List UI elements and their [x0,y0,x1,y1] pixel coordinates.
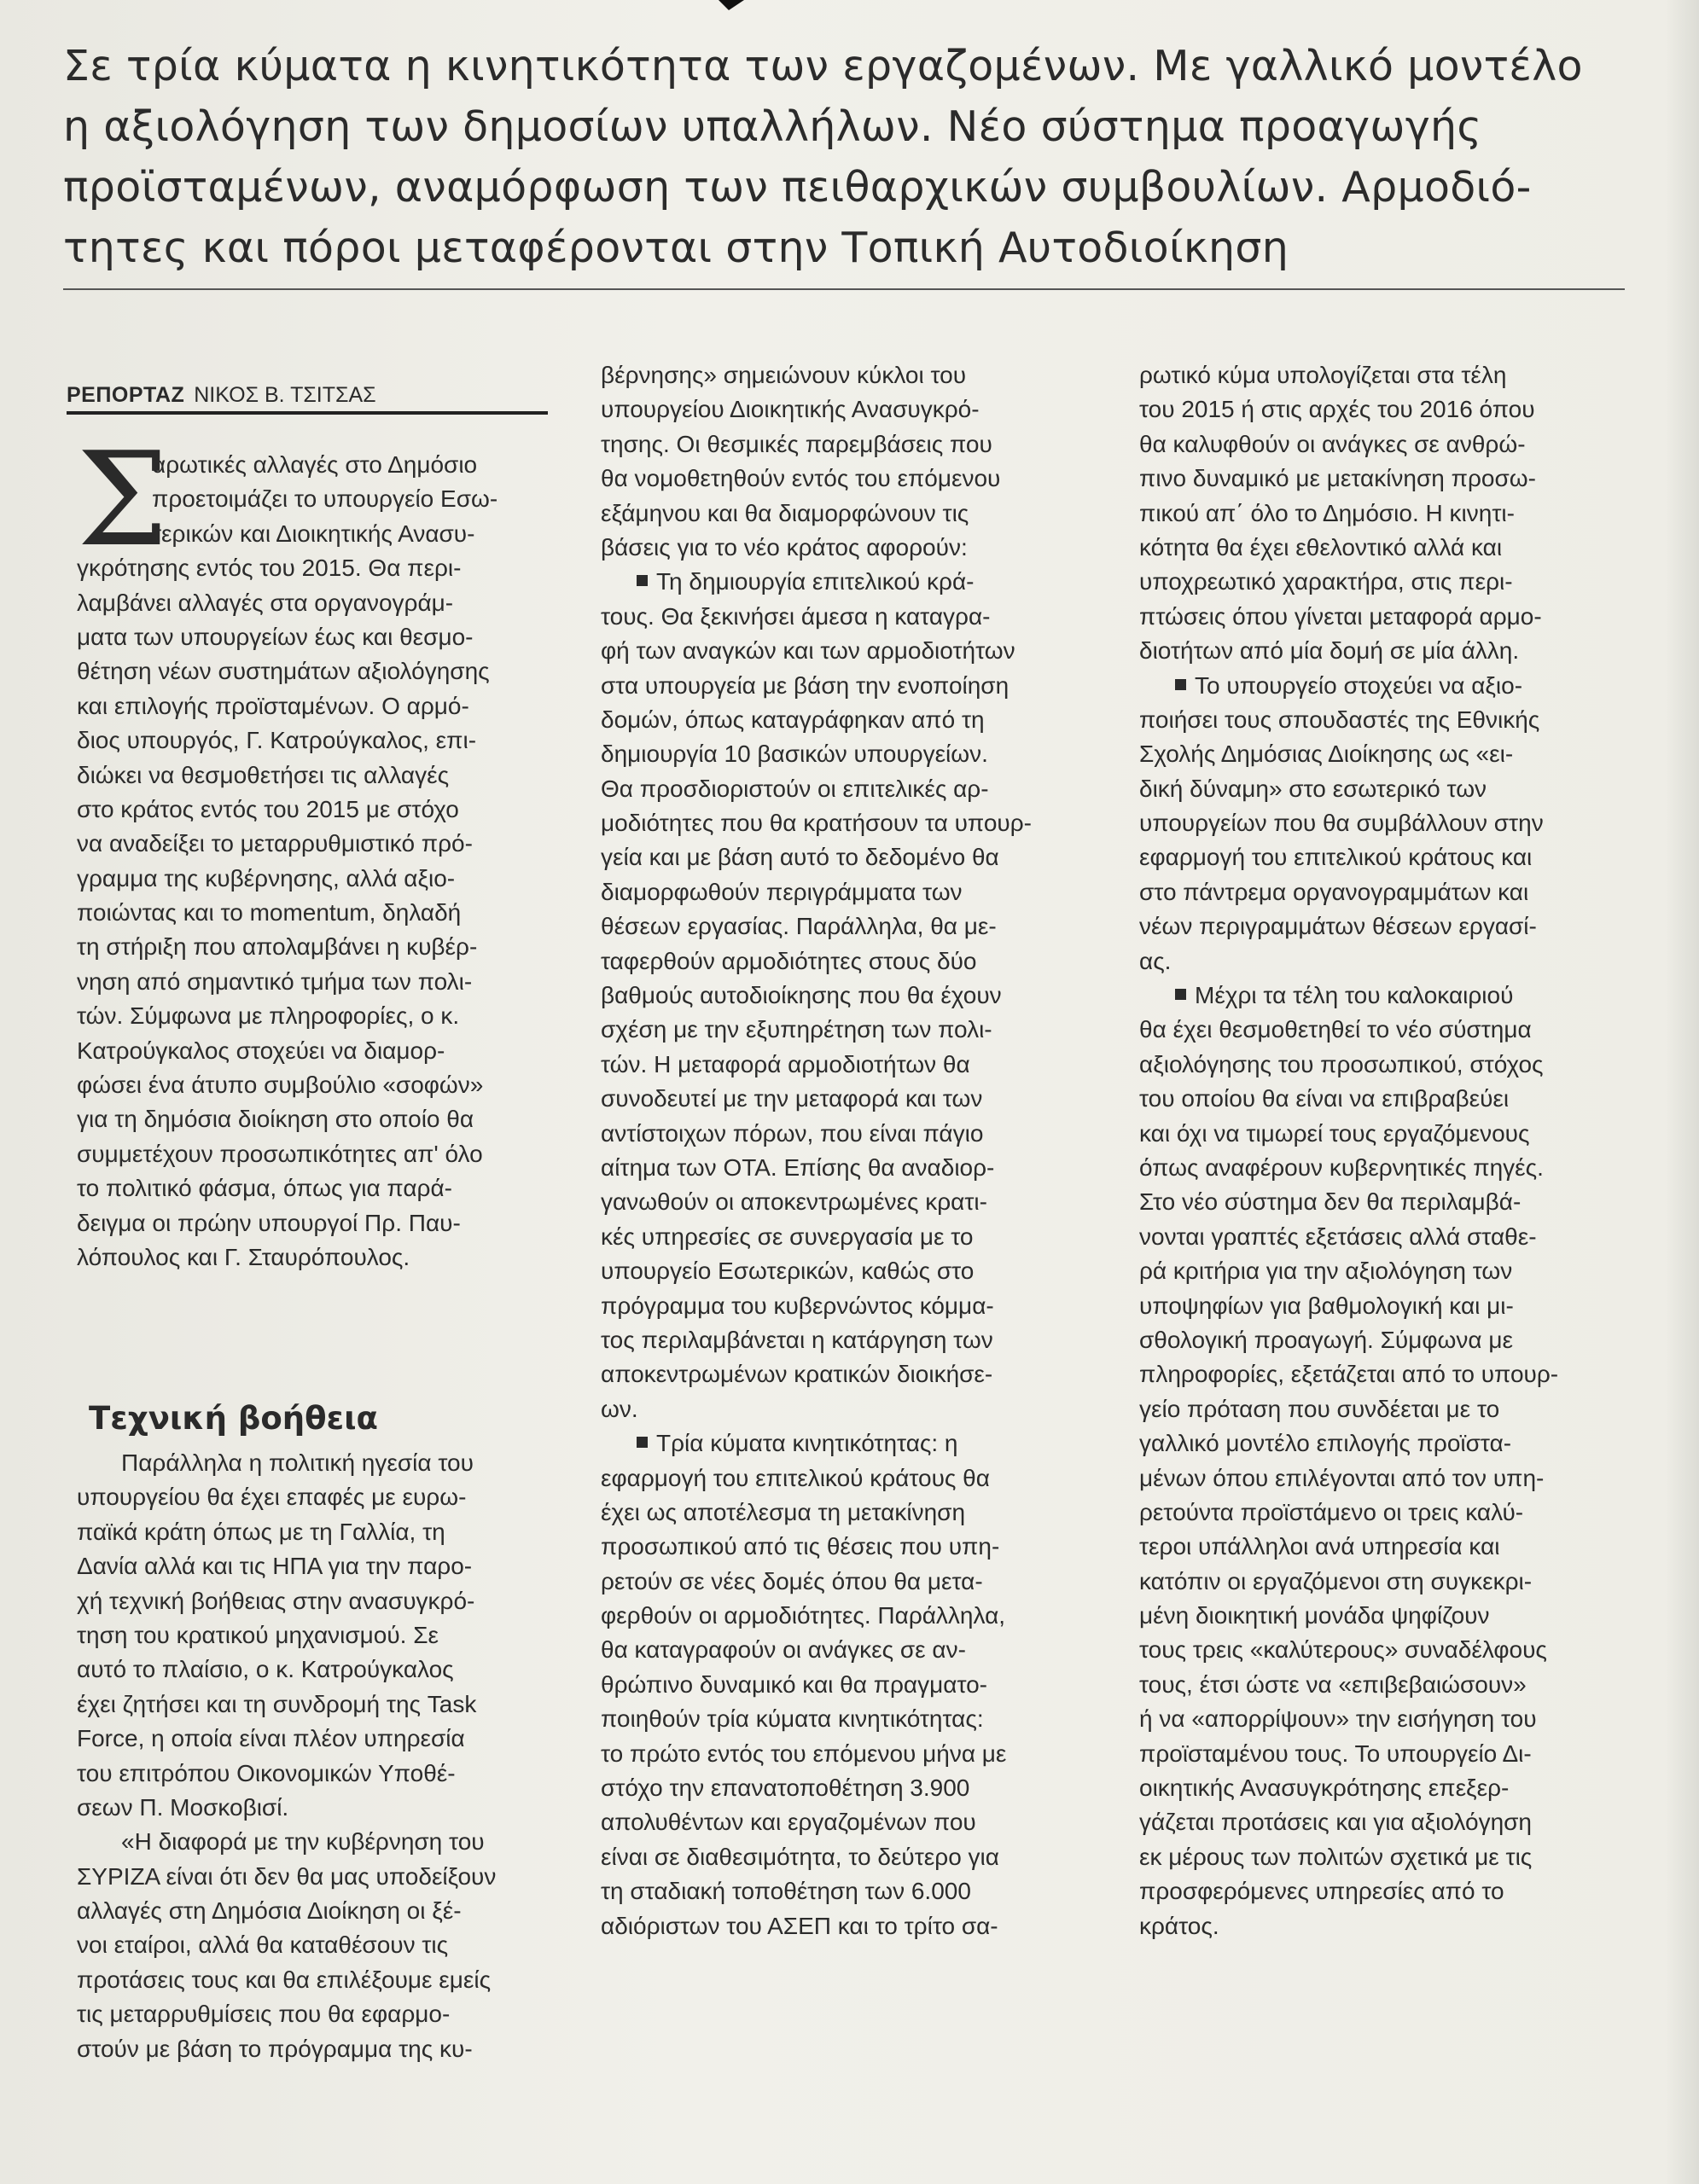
text-line: φώσει ένα άτυπο συμβούλιο «σοφών» [77,1072,484,1099]
square-bullet-icon [637,575,648,586]
text-line: κότητα θα έχει εθελοντικό αλλά και [1139,533,1503,561]
text-line: νονται γραπτές εξετάσεις αλλά σταθε- [1139,1223,1537,1250]
text-line: ων. [601,1395,638,1422]
text-line: γραμμα της κυβέρνησης, αλλά αξιο- [77,864,456,892]
article-column-3 [1139,358,1617,1943]
text-line: γεία και με βάση αυτό το δεδομένο θα [601,844,999,871]
text-line: νέων περιγραμμάτων θέσεων εργασί- [1139,913,1537,940]
text-line: βαθμούς αυτοδιοίκησης που θα έχουν [601,982,1002,1009]
text-line: του επιτρόπου Οικονομικών Υποθέ- [77,1759,456,1786]
text-line: Παράλληλα η πολιτική ηγεσία του [121,1449,474,1476]
text-line: λόπουλος και Γ. Σταυρόπουλος. [77,1243,410,1270]
headline-line: η αξιολόγηση των δημοσίων υπαλλήλων. Νέο σύστημα προαγωγής [63,102,1482,151]
text-line: εφαρμογή του επιτελικού κράτους και [1139,844,1533,871]
text-line: προϊσταμένου τους. Το υπουργείο Δι- [1139,1740,1532,1767]
text-line: στο κράτος εντός του 2015 με στόχο [77,795,459,822]
text-line: τεροι υπάλληλοι ανά υπηρεσία και [1139,1533,1500,1560]
text-line: φή των αναγκών και των αρμοδιοτήτων [601,637,1015,665]
text-line: ματα των υπουργείων έως και θεσμο- [77,623,474,650]
text-line: ρωτικό κύμα υπολογίζεται στα τέλη [1139,362,1507,388]
text-line: βέρνησης» σημειώνουν κύκλοι του [601,362,967,388]
text-line: ρετούν σε νέες δομές όπου θα μετα- [601,1567,983,1594]
article-column-1-lower [77,1446,555,2066]
text-line: κράτος. [1139,1912,1219,1939]
bullet-paragraph-start [1139,669,1617,703]
text-line: πληροφορίες, εξετάζεται από το υπουρ- [1139,1361,1559,1388]
text-line: τους τρεις «καλύτερους» συναδέλφους [1139,1636,1547,1664]
text-line: Force, η οποία είναι πλέον υπηρεσία [77,1725,465,1752]
text-line: νοι εταίροι, αλλά θα καταθέσουν τις [77,1931,449,1959]
text-line: τηση του κρατικού μηχανισμού. Σε [77,1621,439,1648]
text-line: Δανία αλλά και τις ΗΠΑ για την παρο- [77,1553,473,1580]
text-line: τις μεταρρυθμίσεις που θα εφαρμο- [77,2001,451,2028]
text-line: όπως αναφέρουν κυβερνητικές πηγές. [1139,1153,1544,1181]
text-line: εφαρμογή του επιτελικού κράτους θα [601,1464,990,1491]
text-line: ποιηθούν τρία κύματα κινητικότητας: [601,1705,984,1733]
text-line: υποχρεωτικό χαρακτήρα, στις περι- [1139,568,1513,595]
article-column-1 [77,424,555,1275]
text-line: ποιώντας και το momentum, δηλαδή [77,899,462,926]
text-line: οικητικής Ανασυγκρότησης επεξερ- [1139,1774,1510,1802]
text-line: Το υπουργείο στοχεύει να αξιο- [1195,671,1523,699]
text-line: πτώσεις όπου γίνεται μεταφορά αρμο- [1139,602,1542,630]
text-line: προετοιμάζει το υπουργείο Εσω- [152,485,498,513]
top-edge-mark [719,0,744,10]
text-line: τών. Η μεταφορά αρμοδιοτήτων θα [601,1050,970,1077]
square-bullet-icon [637,1437,648,1448]
text-line: στούν με βάση το πρόγραμμα της κυ- [77,2035,473,2062]
text-line: έχει ως αποτέλεσμα τη μετακίνηση [601,1498,966,1525]
article-column-2 [601,358,1113,1943]
text-line: τών. Σύμφωνα με πληροφορίες, ο κ. [77,1002,460,1030]
text-line: αρωτικές αλλαγές στο Δημόσιο [152,451,478,478]
text-line: γκρότησης εντός του 2015. Θα περι- [77,555,462,582]
text-line: να αναδείξει το μεταρρυθμιστικό πρό- [77,830,473,857]
text-line: υπουργείο Εσωτερικών, καθώς στο [601,1258,975,1285]
text-line: θέσεων εργασίας. Παράλληλα, θα με- [601,913,997,940]
text-line: ταφερθούν αρμοδιότητες στους δύο [601,947,977,974]
text-line: στα υπουργεία με βάση την ενοποίηση [601,671,1010,699]
headline-divider [63,288,1625,290]
text-line: δική δύναμη» στο εσωτερικό των [1139,775,1487,802]
text-line: αίτημα των ΟΤΑ. Επίσης θα αναδιορ- [601,1153,995,1181]
text-line: δομών, όπως καταγράφηκαν από τη [601,706,985,733]
drop-cap: Σ [77,424,169,575]
text-line: τησης. Οι θεσμικές παρεμβάσεις που [601,430,992,457]
text-line: ΣΥΡΙΖΑ είναι ότι δεν θα μας υποδείξουν [77,1862,497,1890]
text-line: προσφερόμενες υπηρεσίες από το [1139,1878,1504,1905]
text-line: απολυθέντων και εργαζομένων που [601,1809,976,1836]
byline-author: ΝΙΚΟΣ Β. ΤΣΙΤΣΑΣ [194,383,376,407]
text-line: νηση από σημαντικό τμήμα των πολι- [77,967,473,995]
byline-underline [67,411,548,415]
text-line: υπουργείων που θα συμβάλλουν στην [1139,810,1544,837]
text-line: γείο πρόταση που συνδέεται με το [1139,1395,1500,1422]
text-line: χή τεχνική βοήθειας στην ανασυγκρό- [77,1587,475,1614]
text-line: υπουργείου Διοικητικής Ανασυγκρό- [601,396,980,423]
text-line: μένη διοικητική μονάδα ψηφίζουν [1139,1602,1490,1629]
text-line: τους. Θα ξεκινήσει άμεσα η καταγρα- [601,602,991,630]
text-line: πρόγραμμα του κυβερνώντος κόμμα- [601,1292,994,1319]
text-line: έχει ζητήσει και τη συνδρομή της Task [77,1690,477,1717]
text-line: μοδιότητες που θα κρατήσουν τα υπουρ- [601,810,1032,837]
text-line: είναι σε διαθεσιμότητα, το δεύτερο για [601,1843,999,1870]
text-line: Μέχρι τα τέλη του καλοκαιριού [1195,982,1514,1009]
headline-line: Σε τρία κύματα η κινητικότητα των εργαζομένων. Με γαλλικό μοντέλο [63,42,1583,90]
byline [67,378,544,415]
text-line: εκ μέρους των πολιτών σχετικά με τις [1139,1843,1533,1870]
text-line: για τη δημόσια διοίκηση στο οποίο θα [77,1106,474,1133]
text-line: ρετούντα προϊστάμενο οι τρεις καλύ- [1139,1498,1524,1525]
text-line: στόχο την επανατοποθέτηση 3.900 [601,1774,970,1802]
text-line: διώκει να θεσμοθετήσει τις αλλαγές [77,761,450,788]
text-line: σθολογική προαγωγή. Σύμφωνα με [1139,1326,1513,1353]
text-line: διαμορφωθούν περιγράμματα των [601,878,963,905]
headline-line: τητες και πόροι μεταφέρονται στην Τοπική Αυτοδιοίκηση [63,224,1289,272]
text-line: Τη δημιουργία επιτελικού κρά- [656,568,975,595]
text-line: το πρώτο εντός του επόμενου μήνα με [601,1740,1007,1767]
text-line: αντίστοιχων πόρων, που είναι πάγιο [601,1119,984,1147]
text-line: υποψηφίων για βαθμολογική και μι- [1139,1292,1514,1319]
text-line: αδιόριστων του ΑΣΕΠ και το τρίτο σα- [601,1912,998,1939]
text-line: ας. [1139,947,1172,974]
text-line: θέτηση νέων συστημάτων αξιολόγησης [77,658,490,685]
text-line: σεων Π. Μοσκοβισί. [77,1793,289,1821]
text-line: του οποίου θα είναι να επιβραβεύει [1139,1085,1510,1112]
text-line: δειγμα οι πρώην υπουργοί Πρ. Παυ- [77,1209,461,1236]
text-line: διος υπουργός, Γ. Κατρούγκαλος, επι- [77,727,477,754]
text-line: πικού απ΄ όλο το Δημόσιο. Η κινητι- [1139,499,1515,526]
text-line: Κατρούγκαλος στοχεύει να διαμορ- [77,1037,445,1064]
text-line: συμμετέχουν προσωπικότητες απ' όλο [77,1140,483,1167]
text-line: θα καλυφθούν οι ανάγκες σε ανθρώ- [1139,430,1526,457]
square-bullet-icon [1175,989,1186,1000]
headline-line: προϊσταμένων, αναμόρφωση των πειθαρχικών συμβουλίων. Αρμοδιό- [63,163,1532,212]
text-line: παϊκά κράτη όπως με τη Γαλλία, τη [77,1518,445,1545]
text-line: φερθούν οι αρμοδιότητες. Παράλληλα, [601,1602,1006,1629]
text-line: εξάμηνου και θα διαμορφώνουν τις [601,499,969,526]
text-line: γανωθούν οι αποκεντρωμένες κρατι- [601,1188,987,1216]
text-line: ποιήσει τους σπουδαστές της Εθνικής [1139,706,1540,733]
text-line: αποκεντρωμένων κρατικών διοικήσε- [601,1361,993,1388]
text-line: αξιολόγησης του προσωπικού, στόχος [1139,1050,1544,1077]
text-line: του 2015 ή στις αρχές του 2016 όπου [1139,396,1535,423]
text-line: Στο νέο σύστημα δεν θα περιλαμβά- [1139,1188,1522,1216]
text-line: θα καταγραφούν οι ανάγκες σε αν- [601,1636,966,1664]
text-line: τη σταδιακή τοποθέτηση των 6.000 [601,1878,971,1905]
byline-label: ΡΕΠΟΡΤΑΖ [67,383,185,407]
text-line: τη στήριξη που απολαμβάνει η κυβέρ- [77,933,478,961]
text-line: κές υπηρεσίες σε συνεργασία με το [601,1223,974,1250]
text-line: βάσεις για το νέο κράτος αφορούν: [601,533,968,561]
text-line: και όχι να τιμωρεί τους εργαζόμενους [1139,1119,1530,1147]
text-line: ρά κριτήρια για την αξιολόγηση των [1139,1258,1513,1285]
bullet-paragraph-start [601,1426,1113,1461]
text-line: Τρία κύματα κινητικότητας: η [656,1430,958,1457]
text-line: στο πάντρεμα οργανογραμμάτων και [1139,878,1529,905]
square-bullet-icon [1175,679,1186,690]
text-line: πινο δυναμικό με μετακίνηση προσω- [1139,465,1536,492]
text-line: τερικών και Διοικητικής Ανασυ- [152,520,475,547]
text-line: γαλλικό μοντέλο επιλογής προϊστα- [1139,1430,1512,1457]
text-line: αυτό το πλαίσιο, ο κ. Κατρούγκαλος [77,1656,454,1683]
text-line: «Η διαφορά με την κυβέρνηση του [121,1828,485,1856]
bullet-paragraph-start [1139,979,1617,1013]
text-line: συνοδευτεί με την μεταφορά και των [601,1085,983,1112]
text-line: και επιλογής προϊσταμένων. Ο αρμό- [77,692,469,719]
text-line: προσωπικού από τις θέσεις που υπη- [601,1533,1000,1560]
text-line: κατόπιν οι εργαζόμενοι στη συγκεκρι- [1139,1567,1533,1594]
bullet-paragraph-start [601,565,1113,599]
text-line: το πολιτικό φάσμα, όπως για παρά- [77,1175,452,1202]
text-line: θρώπινο δυναμικό και θα πραγματο- [601,1670,988,1698]
text-line: σχέση με την εξυπηρέτηση των πολι- [601,1016,992,1043]
text-line: δημιουργία 10 βασικών υπουργείων. [601,741,988,768]
text-line: Θα προσδιοριστούν οι επιτελικές αρ- [601,775,989,802]
text-line: μένων όπου επιλέγονται από τον υπη- [1139,1464,1545,1491]
text-line: προτάσεις τους και θα επιλέξουμε εμείς [77,1966,492,1993]
text-line: Σχολής Δημόσιας Διοίκησης ως «ει- [1139,741,1514,768]
text-line: γάζεται προτάσεις και για αξιολόγηση [1139,1809,1532,1836]
text-line: υπουργείου θα έχει επαφές με ευρω- [77,1484,467,1511]
text-line: ή να «απορρίψουν» την εισήγηση του [1139,1705,1537,1733]
text-line: θα έχει θεσμοθετηθεί το νέο σύστημα [1139,1016,1532,1043]
text-line: τος περιλαμβάνεται η κατάργηση των [601,1326,993,1353]
page-edge-shadow [1665,0,1699,2184]
text-line: λαμβάνει αλλαγές στα οργανογράμ- [77,589,454,616]
article-headline [63,36,1599,278]
text-line: αλλαγές στη Δημόσια Διοίκηση οι ξέ- [77,1897,462,1925]
subheading: Τεχνική βοήθεια [89,1400,378,1437]
text-line: θα νομοθετηθούν εντός του επόμενου [601,465,1001,492]
text-line: τους, έτσι ώστε να «επιβεβαιώσουν» [1139,1670,1527,1698]
text-line: διοτήτων από μία δομή σε μία άλλη. [1139,637,1520,665]
